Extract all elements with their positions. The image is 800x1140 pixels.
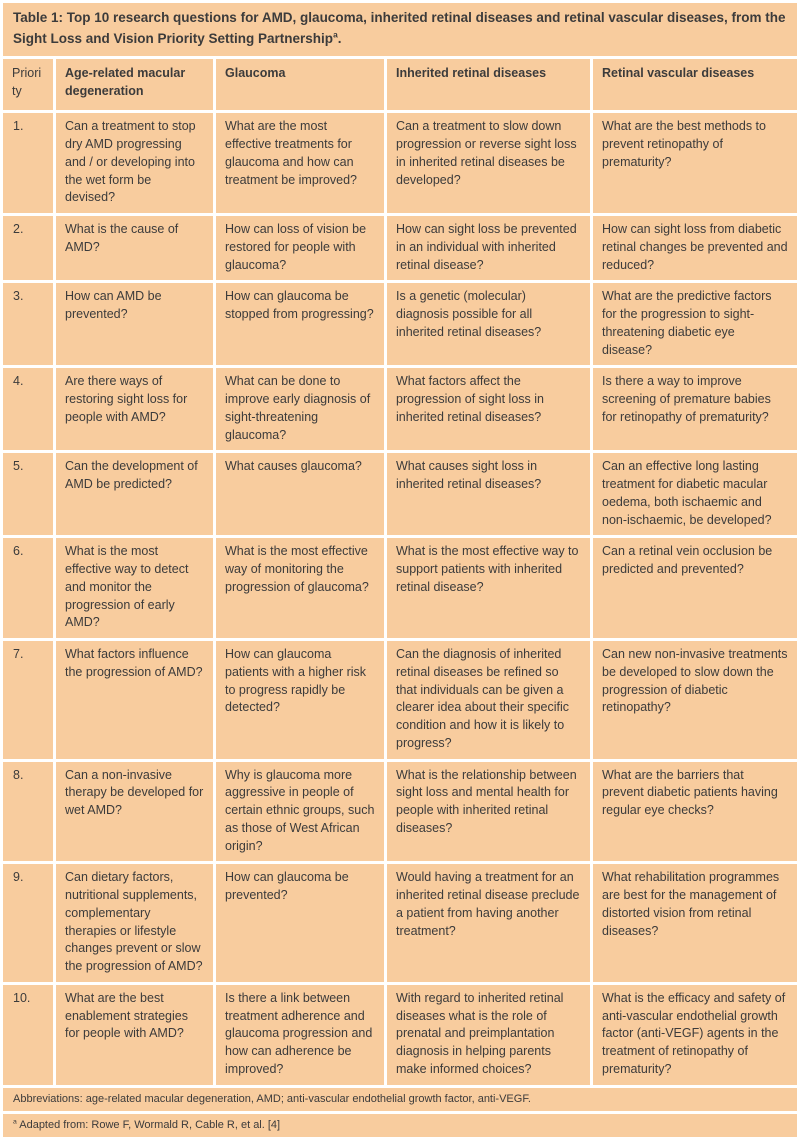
inherited-retinal-diseases-cell: What factors affect the progression of sight loss in inherited retinal diseases? (387, 368, 590, 450)
table-row (3, 538, 797, 638)
retinal-vascular-diseases-cell: Can an effective long lasting treatment for diabetic macular oedema, both ischaemic and non-ischaemic, be developed? (593, 453, 797, 535)
amd-cell: Can the development of AMD be predicted? (56, 453, 213, 535)
table-row (3, 368, 797, 450)
table-row (3, 864, 797, 982)
amd-cell: What is the cause of AMD? (56, 216, 213, 280)
priority-cell: 10. (3, 985, 53, 1085)
priority-cell: 8. (3, 762, 53, 862)
glaucoma-cell: Why is glaucoma more aggressive in people of certain ethnic groups, such as those of West African origin? (216, 762, 384, 862)
priority-cell: 2. (3, 216, 53, 280)
glaucoma-cell: What can be done to improve early diagnosis of sight-threatening glaucoma? (216, 368, 384, 450)
priority-cell: 3. (3, 283, 53, 365)
amd-cell: Are there ways of restoring sight loss for people with AMD? (56, 368, 213, 450)
inherited-retinal-diseases-cell: What is the relationship between sight loss and mental health for people with inherited retinal diseases? (387, 762, 590, 862)
table-row (3, 283, 797, 365)
source-footnote-text: Adapted from: Rowe F, Wormald R, Cable R, et al. [4] (16, 1118, 281, 1131)
priority-cell: 4. (3, 368, 53, 450)
table-title (3, 3, 797, 56)
priority-cell: 1. (3, 113, 53, 213)
retinal-vascular-diseases-cell: What are the predictive factors for the progression to sight-threatening diabetic eye disease? (593, 283, 797, 365)
glaucoma-cell: What is the most effective way of monitoring the progression of glaucoma? (216, 538, 384, 638)
priority-cell: 7. (3, 641, 53, 759)
glaucoma-cell: How can glaucoma be prevented? (216, 864, 384, 982)
amd-cell: What are the best enablement strategies for people with AMD? (56, 985, 213, 1085)
table-title-text: Table 1: Top 10 research questions for AMD, glaucoma, inherited retinal diseases and retinal vascular diseases, from the Sight Loss and Vision Priority Setting Partnership (13, 10, 786, 46)
retinal-vascular-diseases-cell: What are the barriers that prevent diabetic patients having regular eye checks? (593, 762, 797, 862)
footnote-row (3, 1114, 797, 1137)
title-row (3, 3, 797, 56)
glaucoma-cell: How can glaucoma patients with a higher risk to progress rapidly be detected? (216, 641, 384, 759)
retinal-vascular-diseases-cell: What are the best methods to prevent retinopathy of prematurity? (593, 113, 797, 213)
inherited-retinal-diseases-cell: Can the diagnosis of inherited retinal diseases be refined so that individuals can be given a clearer idea about their specific condition and how it is likely to progress? (387, 641, 590, 759)
retinal-vascular-diseases-cell: What is the efficacy and safety of anti-vascular endothelial growth factor (anti-VEGF) agents in the treatment of retinopathy of prematurity? (593, 985, 797, 1085)
header-row (3, 59, 797, 111)
inherited-retinal-diseases-cell: Is a genetic (molecular) diagnosis possible for all inherited retinal diseases? (387, 283, 590, 365)
glaucoma-cell: Is there a link between treatment adherence and glaucoma progression and how can adherence be improved? (216, 985, 384, 1085)
amd-cell: Can a treatment to stop dry AMD progressing and / or developing into the wet form be devised? (56, 113, 213, 213)
glaucoma-cell: What are the most effective treatments for glaucoma and how can treatment be improved? (216, 113, 384, 213)
amd-cell: What factors influence the progression of AMD? (56, 641, 213, 759)
column-header-amd: Age-related macular degeneration (56, 59, 213, 111)
table-row (3, 641, 797, 759)
table-row (3, 762, 797, 862)
table-row (3, 216, 797, 280)
inherited-retinal-diseases-cell: What is the most effective way to support patients with inherited retinal disease? (387, 538, 590, 638)
glaucoma-cell: How can loss of vision be restored for people with glaucoma? (216, 216, 384, 280)
retinal-vascular-diseases-cell: Is there a way to improve screening of premature babies for retinopathy of prematurity? (593, 368, 797, 450)
inherited-retinal-diseases-cell: Would having a treatment for an inherited retinal disease preclude a patient from having another treatment? (387, 864, 590, 982)
retinal-vascular-diseases-cell: Can a retinal vein occlusion be predicted and prevented? (593, 538, 797, 638)
abbreviations-note: Abbreviations: age-related macular degeneration, AMD; anti-vascular endothelial growth factor, anti-VEGF. (3, 1088, 797, 1111)
retinal-vascular-diseases-cell: What rehabilitation programmes are best for the management of distorted vision from retinal diseases? (593, 864, 797, 982)
amd-cell: Can dietary factors, nutritional supplements, complementary therapies or lifestyle changes prevent or slow the progression of AMD? (56, 864, 213, 982)
column-header-glaucoma: Glaucoma (216, 59, 384, 111)
footnote-marker: a (13, 1118, 17, 1126)
abbreviations-row (3, 1088, 797, 1111)
glaucoma-cell: What causes glaucoma? (216, 453, 384, 535)
table-row (3, 113, 797, 213)
priority-cell: 9. (3, 864, 53, 982)
title-footnote-marker: a (333, 29, 338, 40)
retinal-vascular-diseases-cell: Can new non-invasive treatments be developed to slow down the progression of diabetic retinopathy? (593, 641, 797, 759)
column-header-retinal-vascular-diseases: Retinal vascular diseases (593, 59, 797, 111)
column-header-priority: Priority (3, 59, 53, 111)
priority-cell: 5. (3, 453, 53, 535)
amd-cell: How can AMD be prevented? (56, 283, 213, 365)
table-row (3, 985, 797, 1085)
source-footnote (3, 1114, 797, 1137)
amd-cell: Can a non-invasive therapy be developed for wet AMD? (56, 762, 213, 862)
retinal-vascular-diseases-cell: How can sight loss from diabetic retinal changes be prevented and reduced? (593, 216, 797, 280)
inherited-retinal-diseases-cell: How can sight loss be prevented in an individual with inherited retinal disease? (387, 216, 590, 280)
table-row (3, 453, 797, 535)
amd-cell: What is the most effective way to detect and monitor the progression of early AMD? (56, 538, 213, 638)
glaucoma-cell: How can glaucoma be stopped from progressing? (216, 283, 384, 365)
column-header-inherited-retinal-diseases: Inherited retinal diseases (387, 59, 590, 111)
inherited-retinal-diseases-cell: Can a treatment to slow down progression or reverse sight loss in inherited retinal diseases be developed? (387, 113, 590, 213)
inherited-retinal-diseases-cell: What causes sight loss in inherited retinal diseases? (387, 453, 590, 535)
inherited-retinal-diseases-cell: With regard to inherited retinal diseases what is the role of prenatal and preimplantation diagnosis in helping parents make informed choices? (387, 985, 590, 1085)
priority-cell: 6. (3, 538, 53, 638)
table-title-period: . (337, 30, 342, 46)
